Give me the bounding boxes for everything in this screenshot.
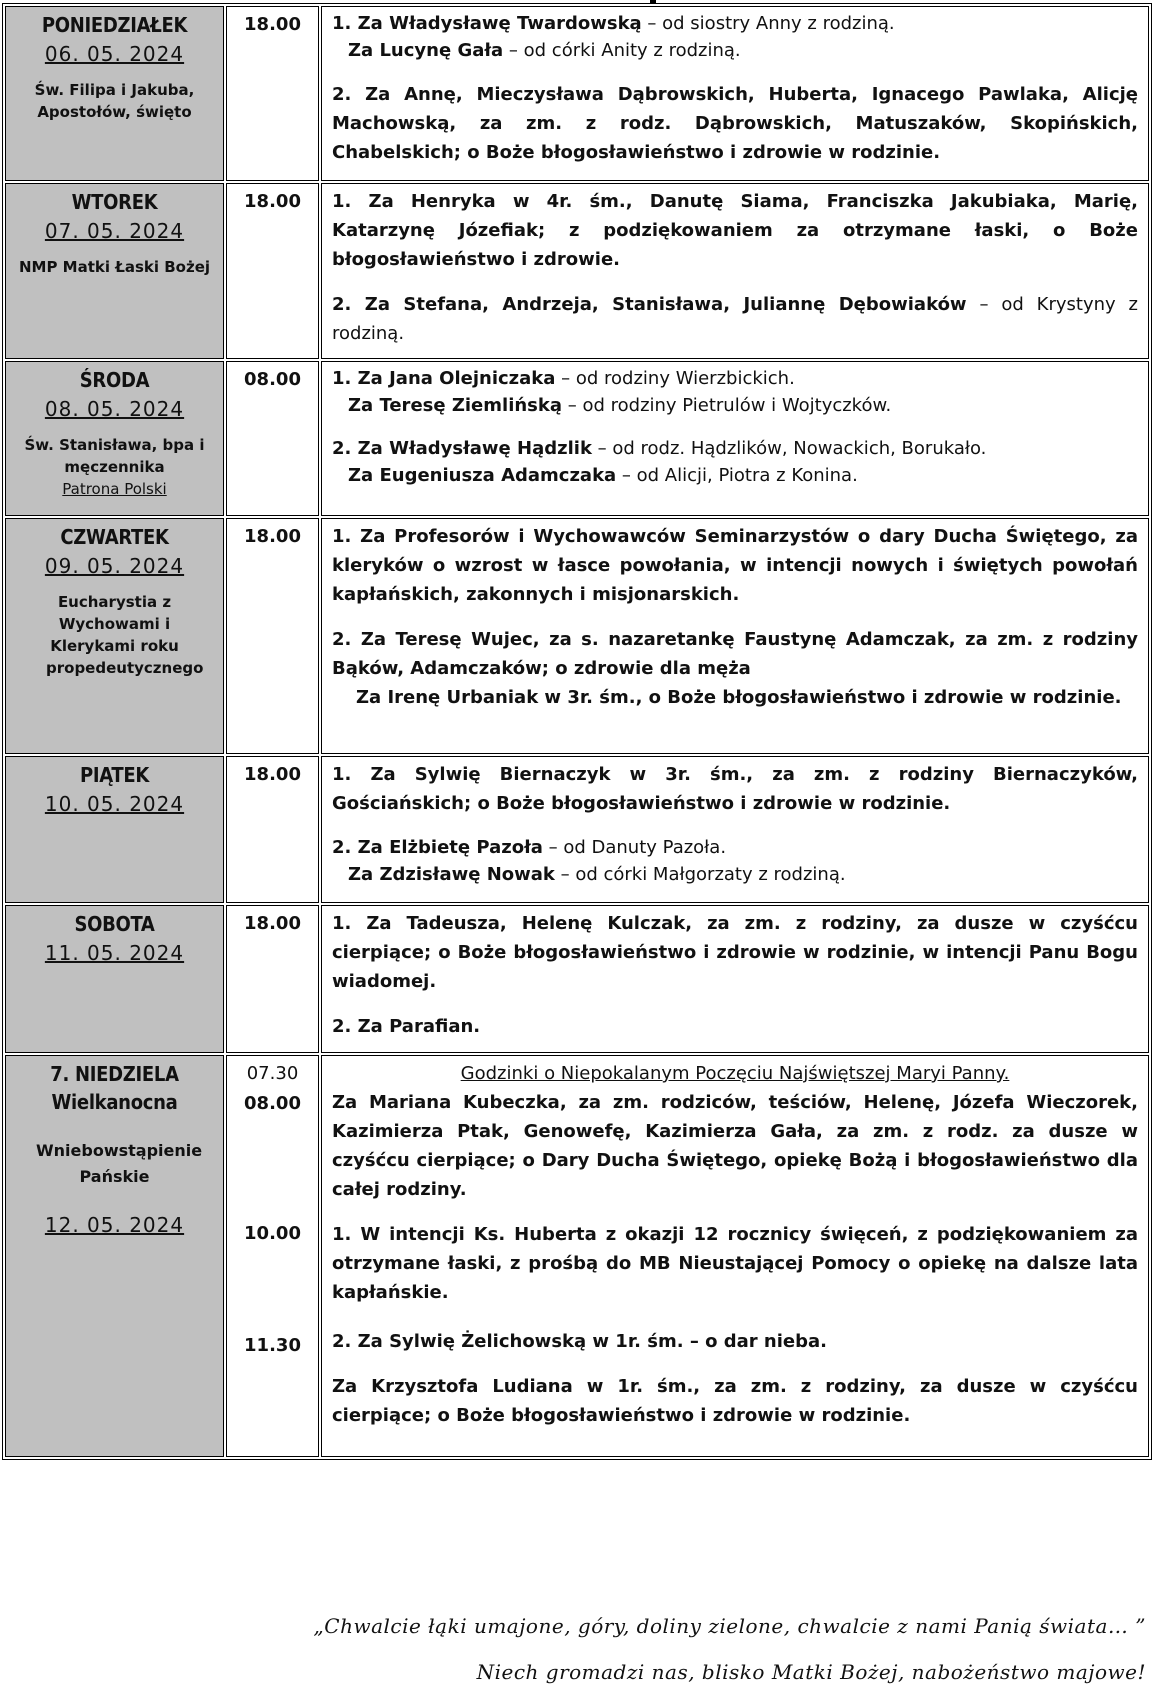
intention-donor: – od rodziny Pietrulów i Wojtyczków. (562, 395, 892, 416)
intention-text: Za Irenę Urbaniak w 3r. śm., o Boże błogosławieństwo i zdrowie w rodzinie. (356, 687, 1122, 708)
day-date: 10. 05. 2024 (44, 792, 185, 816)
table-row (5, 361, 1149, 516)
intention-text: Za Krzysztofa Ludiana w 1r. śm., za zm. z rodziny, za dusze w czyśćcu cierpiące; o Boże błogosławieństwo i zdrowie w rodzinie. (332, 1376, 1138, 1426)
table-row (5, 518, 1149, 754)
intentions-cell (321, 756, 1149, 903)
intentions-cell (321, 518, 1149, 754)
mass-schedule-table (2, 3, 1152, 1460)
intention (332, 1088, 1138, 1204)
feast-text: Św. Stanisława, bpa i męczennika (24, 436, 205, 476)
intention-heading (332, 1059, 1138, 1088)
mass-time: 18.00 (244, 764, 301, 785)
intentions-cell (321, 6, 1149, 181)
mass-time: 10.00 (244, 1223, 301, 1244)
day-cell (5, 361, 224, 516)
day-date: 11. 05. 2024 (44, 941, 185, 965)
intention (332, 683, 1138, 712)
time-cell (226, 6, 319, 181)
mass-time: 07.30 (246, 1063, 299, 1084)
table-row (5, 183, 1149, 359)
day-feast: Eucharystia z Wychowami i Klerykami roku propedeutycznego (46, 593, 204, 677)
intentions-cell (321, 183, 1149, 359)
intention-text: 2. Za Parafian. (332, 1016, 481, 1037)
time-cell (226, 518, 319, 754)
table-row (5, 756, 1149, 903)
intention-text: 2. Za Annę, Mieczysława Dąbrowskich, Huberta, Ignacego Pawlaka, Alicję Machowską, za zm. z rodz. Dąbrowskich, Matuszaków, Skopińskich, Chabelskich; o Boże błogosławieństwo i zdrowie w rodzinie. (332, 84, 1138, 163)
day-name: 7. NIEDZIELA (50, 1062, 179, 1086)
intention (332, 80, 1138, 167)
intention-name: 2. Za Elżbietę Pazoła (332, 837, 543, 858)
intention-text: 1. Za Tadeusza, Helenę Kulczak, za zm. z rodziny, za dusze w czyśćcu cierpiące; o Boże błogosławieństwo i zdrowie w rodzinie, w intencji Panu Bogu wiadomej. (332, 913, 1138, 992)
godzinki-title: Godzinki o Niepokalanym Poczęciu Najświętszej Maryi Panny. (460, 1063, 1010, 1084)
intention-text: 2. Za Sylwię Żelichowską w 1r. śm. – o dar nieba. (332, 1331, 827, 1352)
time-cell (226, 1055, 319, 1457)
intention-donor: – od Krystyny z rodziną. (332, 294, 1138, 344)
intentions-cell (321, 905, 1149, 1053)
intention-name: 2. Za Władysławę Hądzlik (332, 438, 592, 459)
day-cell (5, 756, 224, 903)
intention (332, 834, 1138, 888)
intention (332, 625, 1138, 683)
intentions-cell (321, 1055, 1149, 1457)
day-date: 07. 05. 2024 (44, 219, 185, 243)
intention-name: 1. Za Władysławę Twardowską (332, 13, 642, 34)
mass-time: 18.00 (244, 526, 301, 547)
table-row (5, 1055, 1149, 1457)
table-row (5, 905, 1149, 1053)
intention (332, 909, 1138, 996)
day-date: 12. 05. 2024 (44, 1213, 185, 1237)
intentions-cell (321, 361, 1149, 516)
intention-donor: – od Alicji, Piotra z Konina. (616, 465, 858, 486)
day-name-sub: Wielkanocna (51, 1090, 178, 1114)
footer-quote: „Chwalcie łąki umajone, góry, doliny zielone, chwalcie z nami Panią świata… ” (313, 1614, 1146, 1638)
time-cell (226, 361, 319, 516)
top-edge (0, 0, 1158, 2)
intention-donor: – od rodziny Wierzbickich. (555, 368, 795, 389)
day-name: ŚRODA (79, 368, 150, 392)
day-feast: Wniebowstąpienie Pańskie (36, 1141, 203, 1186)
intention (332, 760, 1138, 818)
footer-motto: Niech gromadzi nas, blisko Matki Bożej, nabożeństwo majowe! (476, 1660, 1146, 1684)
intention-text: 1. Za Sylwię Biernaczyk w 3r. śm., za zm. z rodziny Biernaczyków, Gościańskich; o Boże błogosławieństwo i zdrowie w rodzinie. (332, 764, 1138, 814)
intention (332, 290, 1138, 348)
time-cell (226, 756, 319, 903)
day-date: 09. 05. 2024 (44, 554, 185, 578)
intention-donor: – od córki Małgorzaty z rodziną. (554, 864, 846, 885)
intention-text: 2. Za Teresę Wujec, za s. nazaretankę Faustynę Adamczak, za zm. z rodziny Bąków, Adamczaków; o zdrowie dla męża (332, 629, 1138, 679)
intention-name: Za Zdzisławę Nowak (348, 864, 555, 885)
mass-time: 11.30 (244, 1335, 301, 1356)
intention-text: 1. Za Henryka w 4r. śm., Danutę Siama, Franciszka Jakubiaka, Marię, Katarzynę Józefiak; z podziękowaniem za otrzymane łaski, o Boże błogosławieństwo i zdrowie. (332, 191, 1138, 270)
intention-text: Za Mariana Kubeczka, za zm. rodziców, teściów, Helenę, Józefa Wieczorek, Kazimierza Ptak, Genowefę, Kazimierza Gała, za zm. z rodz. za dusze w czyśćcu cierpiące; o Dary Ducha Świętego, opiekę Bożą i błogosławieństwo dla całej rodziny. (332, 1092, 1138, 1200)
day-feast: Św. Filipa i Jakuba, Apostołów, święto (34, 81, 195, 121)
day-name: CZWARTEK (60, 525, 169, 549)
intention (332, 365, 1138, 419)
day-feast: NMP Matki Łaski Bożej (18, 258, 211, 276)
intention-donor: – od rodz. Hądzlików, Nowackich, Borukało. (591, 438, 987, 459)
intention (332, 1220, 1138, 1307)
day-name: SOBOTA (74, 912, 155, 936)
day-name: PONIEDZIAŁEK (41, 13, 188, 37)
day-name: PIĄTEK (80, 763, 149, 787)
day-cell (5, 518, 224, 754)
intention (332, 435, 1138, 489)
intention (332, 1372, 1138, 1430)
day-cell (5, 905, 224, 1053)
intention-name: Za Teresę Ziemlińską (348, 395, 563, 416)
mass-time: 08.00 (244, 1093, 301, 1114)
intention-donor: – od córki Anity z rodziną. (503, 40, 741, 61)
day-cell (5, 183, 224, 359)
time-cell (226, 183, 319, 359)
time-cell (226, 905, 319, 1053)
feast-extra: Patrona Polski (62, 480, 167, 498)
intention (332, 1327, 1138, 1356)
mass-time: 18.00 (244, 191, 301, 212)
intention (332, 522, 1138, 609)
intention-text: 1. W intencji Ks. Huberta z okazji 12 rocznicy święceń, z podziękowaniem za otrzymane łaski, z prośbą do MB Nieustającej Pomocy o opiekę na dalsze lata kapłańskie. (332, 1224, 1138, 1303)
table-row (5, 6, 1149, 181)
intention-donor: – od Danuty Pazoła. (542, 837, 727, 858)
day-date: 06. 05. 2024 (44, 42, 185, 66)
intention-donor: – od siostry Anny z rodziną. (641, 13, 895, 34)
day-name: WTOREK (71, 190, 158, 214)
intention-name: Za Lucynę Gała (348, 40, 504, 61)
intention (332, 187, 1138, 274)
intention-text: 1. Za Profesorów i Wychowawców Seminarzystów o dary Ducha Świętego, za kleryków o wzrost w łasce powołania, w intencji nowych i świętych powołań kapłańskich, zakonnych i misjonarskich. (332, 526, 1138, 605)
day-feast (6, 434, 223, 500)
intention-name: 2. Za Stefana, Andrzeja, Stanisława, Juliannę Dębowiaków (332, 294, 967, 315)
day-date: 08. 05. 2024 (44, 397, 185, 421)
intention (332, 1012, 1138, 1041)
mass-time: 08.00 (244, 369, 301, 390)
intention (332, 10, 1138, 64)
day-cell (5, 6, 224, 181)
mass-time: 18.00 (244, 14, 301, 35)
intention-name: 1. Za Jana Olejniczaka (332, 368, 556, 389)
intention-name: Za Eugeniusza Adamczaka (348, 465, 617, 486)
mass-time: 18.00 (244, 913, 301, 934)
day-cell (5, 1055, 224, 1457)
